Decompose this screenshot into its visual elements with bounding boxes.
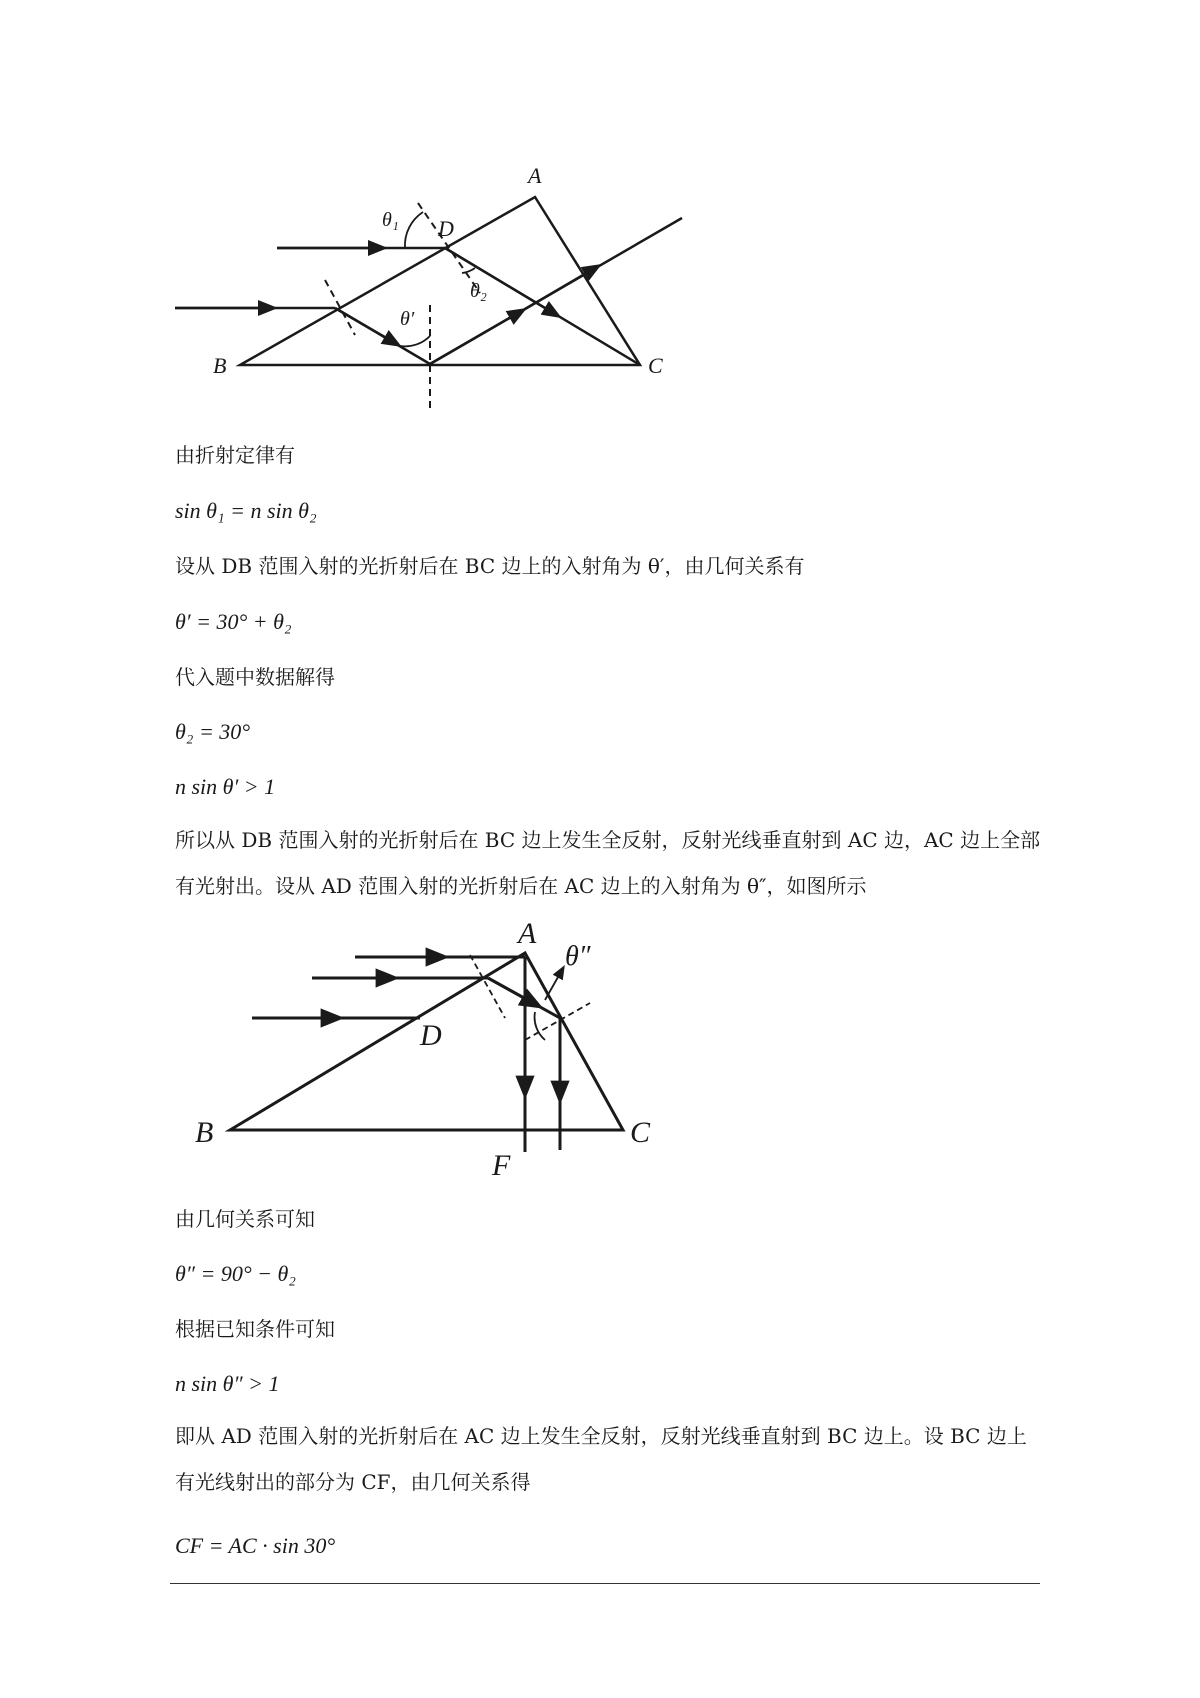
- prism-figure-1: [160, 150, 700, 420]
- text-line: 根据已知条件可知: [175, 1317, 335, 1341]
- label-c: C: [630, 1116, 651, 1149]
- label-d: D: [438, 216, 454, 241]
- label-theta2: θ₂: [470, 280, 487, 302]
- label-b: B: [213, 353, 227, 378]
- text-line: 代入题中数据解得: [175, 665, 335, 689]
- label-a: A: [528, 163, 542, 188]
- text-line: 设从 DB 范围入射的光折射后在 BC 边上的入射角为 θ′，由几何关系有: [175, 554, 805, 578]
- text-line: 由折射定律有: [175, 443, 295, 467]
- equation: n sin θ′ > 1: [175, 774, 276, 799]
- text-line: 由几何关系可知: [175, 1207, 315, 1231]
- label-theta-prime: θ′: [400, 308, 415, 330]
- equation: sin θ₁ = n sin θ₂: [175, 498, 317, 523]
- equation: θ₂ = 30°: [175, 719, 251, 744]
- label-b: B: [195, 1116, 214, 1149]
- equation: n sin θ″ > 1: [175, 1371, 280, 1396]
- equation: CF = AC · sin 30°: [175, 1533, 336, 1558]
- label-a: A: [518, 917, 537, 950]
- label-c: C: [648, 353, 663, 378]
- label-d: D: [420, 1019, 442, 1052]
- equation: θ″ = 90° − θ₂: [175, 1261, 296, 1286]
- footer-rule: [170, 1583, 1040, 1584]
- label-theta-dprime: θ″: [565, 941, 591, 972]
- prism-figure-2: [180, 915, 670, 1185]
- equation: θ′ = 30° + θ₂: [175, 609, 292, 634]
- label-f: F: [492, 1149, 511, 1182]
- paragraph: 所以从 DB 范围入射的光折射后在 BC 边上发生全反射，反射光线垂直射到 AC 边，AC 边上全部有光射出。设从 AD 范围入射的光折射后在 AC 边上的入射角为 θ″，如图所示: [175, 828, 1041, 898]
- paragraph: 即从 AD 范围入射的光折射后在 AC 边上发生全反射，反射光线垂直射到 BC 边上。设 BC 边上有光线射出的部分为 CF，由几何关系得: [175, 1424, 1027, 1494]
- label-theta1: θ₁: [382, 209, 399, 231]
